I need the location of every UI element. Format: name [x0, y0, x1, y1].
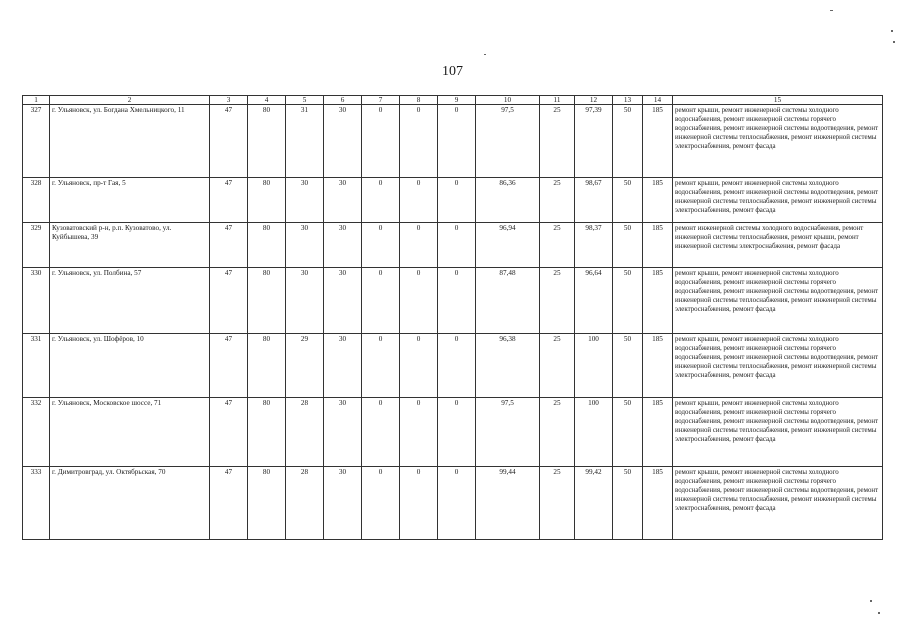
cell-col14: 185 — [643, 105, 673, 178]
cell-col12: 98,67 — [575, 178, 613, 223]
cell-col7: 0 — [362, 268, 400, 334]
column-number: 14 — [643, 96, 673, 105]
column-number: 3 — [210, 96, 248, 105]
repair-works-cell: ремонт крыши, ремонт инженерной системы холодного водоснабжения, ремонт инженерной системы горячего водоснабжения, ремонт инженерной системы водоотведения, ремонт инженерной системы теплоснабжения, ремонт инженерной системы электроснабжения, ремонт фасада — [673, 268, 883, 334]
table-row — [23, 398, 883, 467]
cell-col7: 0 — [362, 334, 400, 398]
cell-col14: 185 — [643, 178, 673, 223]
cell-col10: 97,5 — [476, 105, 540, 178]
cell-col5: 28 — [286, 398, 324, 467]
cell-col11: 25 — [540, 467, 575, 540]
column-number: 4 — [248, 96, 286, 105]
scan-speck — [870, 600, 872, 602]
column-number: 12 — [575, 96, 613, 105]
cell-col3: 47 — [210, 467, 248, 540]
page-number: 107 — [442, 64, 463, 79]
cell-col5: 30 — [286, 223, 324, 268]
row-number: 329 — [23, 223, 50, 268]
cell-col6: 30 — [324, 398, 362, 467]
address-cell: г. Ульяновск, Московское шоссе, 71 — [50, 398, 210, 467]
cell-col9: 0 — [438, 178, 476, 223]
cell-col12: 99,42 — [575, 467, 613, 540]
table-row — [23, 178, 883, 223]
table-row — [23, 467, 883, 540]
cell-col8: 0 — [400, 223, 438, 268]
table-row — [23, 268, 883, 334]
column-number: 9 — [438, 96, 476, 105]
address-cell: г. Ульяновск, ул. Полбина, 57 — [50, 268, 210, 334]
row-number: 330 — [23, 268, 50, 334]
cell-col9: 0 — [438, 334, 476, 398]
cell-col3: 47 — [210, 105, 248, 178]
repair-works-cell: ремонт крыши, ремонт инженерной системы холодного водоснабжения, ремонт инженерной системы горячего водоснабжения, ремонт инженерной системы водоотведения, ремонт инженерной системы теплоснабжения, ремонт инженерной системы электроснабжения, ремонт фасада — [673, 398, 883, 467]
cell-col7: 0 — [362, 223, 400, 268]
column-number-row — [23, 96, 883, 105]
cell-col6: 30 — [324, 268, 362, 334]
column-number: 1 — [23, 96, 50, 105]
row-number: 327 — [23, 105, 50, 178]
cell-col12: 100 — [575, 398, 613, 467]
cell-col11: 25 — [540, 268, 575, 334]
address-cell: г. Ульяновск, ул. Богдана Хмельницкого, 11 — [50, 105, 210, 178]
cell-col4: 80 — [248, 223, 286, 268]
cell-col14: 185 — [643, 268, 673, 334]
registry-table — [22, 95, 883, 540]
address-cell: Кузоватовский р-н, р.п. Кузоватово, ул. Куйбышева, 39 — [50, 223, 210, 268]
cell-col7: 0 — [362, 178, 400, 223]
cell-col14: 185 — [643, 334, 673, 398]
cell-col11: 25 — [540, 105, 575, 178]
cell-col7: 0 — [362, 467, 400, 540]
address-cell: г. Ульяновск, пр-т Гая, 5 — [50, 178, 210, 223]
cell-col9: 0 — [438, 398, 476, 467]
cell-col4: 80 — [248, 398, 286, 467]
cell-col8: 0 — [400, 178, 438, 223]
cell-col9: 0 — [438, 105, 476, 178]
cell-col6: 30 — [324, 105, 362, 178]
cell-col10: 96,94 — [476, 223, 540, 268]
column-number: 5 — [286, 96, 324, 105]
cell-col13: 50 — [613, 105, 643, 178]
cell-col4: 80 — [248, 467, 286, 540]
scan-speck — [891, 30, 893, 32]
cell-col13: 50 — [613, 334, 643, 398]
cell-col3: 47 — [210, 268, 248, 334]
cell-col11: 25 — [540, 223, 575, 268]
cell-col14: 185 — [643, 467, 673, 540]
cell-col5: 28 — [286, 467, 324, 540]
cell-col8: 0 — [400, 334, 438, 398]
cell-col5: 30 — [286, 178, 324, 223]
cell-col9: 0 — [438, 467, 476, 540]
cell-col8: 0 — [400, 467, 438, 540]
table-row — [23, 223, 883, 268]
cell-col4: 80 — [248, 268, 286, 334]
cell-col13: 50 — [613, 398, 643, 467]
row-number: 331 — [23, 334, 50, 398]
cell-col11: 25 — [540, 178, 575, 223]
cell-col5: 31 — [286, 105, 324, 178]
cell-col9: 0 — [438, 223, 476, 268]
cell-col6: 30 — [324, 178, 362, 223]
row-number: 333 — [23, 467, 50, 540]
cell-col12: 97,39 — [575, 105, 613, 178]
scan-speck — [484, 54, 486, 55]
cell-col12: 98,37 — [575, 223, 613, 268]
scan-speck — [878, 612, 880, 614]
repair-works-cell: ремонт крыши, ремонт инженерной системы холодного водоснабжения, ремонт инженерной системы горячего водоснабжения, ремонт инженерной системы водоотведения, ремонт инженерной системы теплоснабжения, ремонт инженерной системы электроснабжения, ремонт фасада — [673, 467, 883, 540]
column-number: 8 — [400, 96, 438, 105]
cell-col6: 30 — [324, 223, 362, 268]
column-number: 11 — [540, 96, 575, 105]
row-number: 332 — [23, 398, 50, 467]
cell-col11: 25 — [540, 398, 575, 467]
cell-col4: 80 — [248, 334, 286, 398]
repair-works-cell: ремонт крыши, ремонт инженерной системы холодного водоснабжения, ремонт инженерной системы горячего водоснабжения, ремонт инженерной системы водоотведения, ремонт инженерной системы теплоснабжения, ремонт инженерной системы электроснабжения, ремонт фасада — [673, 105, 883, 178]
cell-col5: 29 — [286, 334, 324, 398]
cell-col8: 0 — [400, 398, 438, 467]
repair-works-cell: ремонт крыши, ремонт инженерной системы холодного водоснабжения, ремонт инженерной системы водоотведения, ремонт инженерной системы теплоснабжения, ремонт инженерной системы электроснабжения, ремонт фасада — [673, 178, 883, 223]
repair-works-cell: ремонт инженерной системы холодного водоснабжения, ремонт инженерной системы теплоснабжения, ремонт крыши, ремонт инженерной системы электроснабжения, ремонт фасада — [673, 223, 883, 268]
cell-col6: 30 — [324, 334, 362, 398]
cell-col12: 100 — [575, 334, 613, 398]
table-row — [23, 105, 883, 178]
column-number: 7 — [362, 96, 400, 105]
column-number: 15 — [673, 96, 883, 105]
cell-col10: 87,48 — [476, 268, 540, 334]
cell-col9: 0 — [438, 268, 476, 334]
cell-col4: 80 — [248, 105, 286, 178]
column-number: 10 — [476, 96, 540, 105]
column-number: 13 — [613, 96, 643, 105]
cell-col5: 30 — [286, 268, 324, 334]
cell-col6: 30 — [324, 467, 362, 540]
cell-col13: 50 — [613, 178, 643, 223]
cell-col13: 50 — [613, 223, 643, 268]
cell-col3: 47 — [210, 334, 248, 398]
cell-col10: 97,5 — [476, 398, 540, 467]
column-number: 6 — [324, 96, 362, 105]
cell-col8: 0 — [400, 105, 438, 178]
cell-col7: 0 — [362, 398, 400, 467]
cell-col13: 50 — [613, 467, 643, 540]
cell-col7: 0 — [362, 105, 400, 178]
scan-speck — [830, 10, 833, 11]
cell-col10: 99,44 — [476, 467, 540, 540]
repair-works-cell: ремонт крыши, ремонт инженерной системы холодного водоснабжения, ремонт инженерной системы горячего водоснабжения, ремонт инженерной системы водоотведения, ремонт инженерной системы теплоснабжения, ремонт инженерной системы электроснабжения, ремонт фасада — [673, 334, 883, 398]
column-number: 2 — [50, 96, 210, 105]
cell-col3: 47 — [210, 398, 248, 467]
cell-col12: 96,64 — [575, 268, 613, 334]
scan-speck — [893, 41, 895, 43]
cell-col10: 96,38 — [476, 334, 540, 398]
cell-col11: 25 — [540, 334, 575, 398]
cell-col14: 185 — [643, 223, 673, 268]
address-cell: г. Ульяновск, ул. Шофёров, 10 — [50, 334, 210, 398]
address-cell: г. Димитровград, ул. Октябрьская, 70 — [50, 467, 210, 540]
row-number: 328 — [23, 178, 50, 223]
table-row — [23, 334, 883, 398]
cell-col4: 80 — [248, 178, 286, 223]
cell-col3: 47 — [210, 223, 248, 268]
cell-col10: 86,36 — [476, 178, 540, 223]
cell-col3: 47 — [210, 178, 248, 223]
cell-col8: 0 — [400, 268, 438, 334]
cell-col13: 50 — [613, 268, 643, 334]
cell-col14: 185 — [643, 398, 673, 467]
